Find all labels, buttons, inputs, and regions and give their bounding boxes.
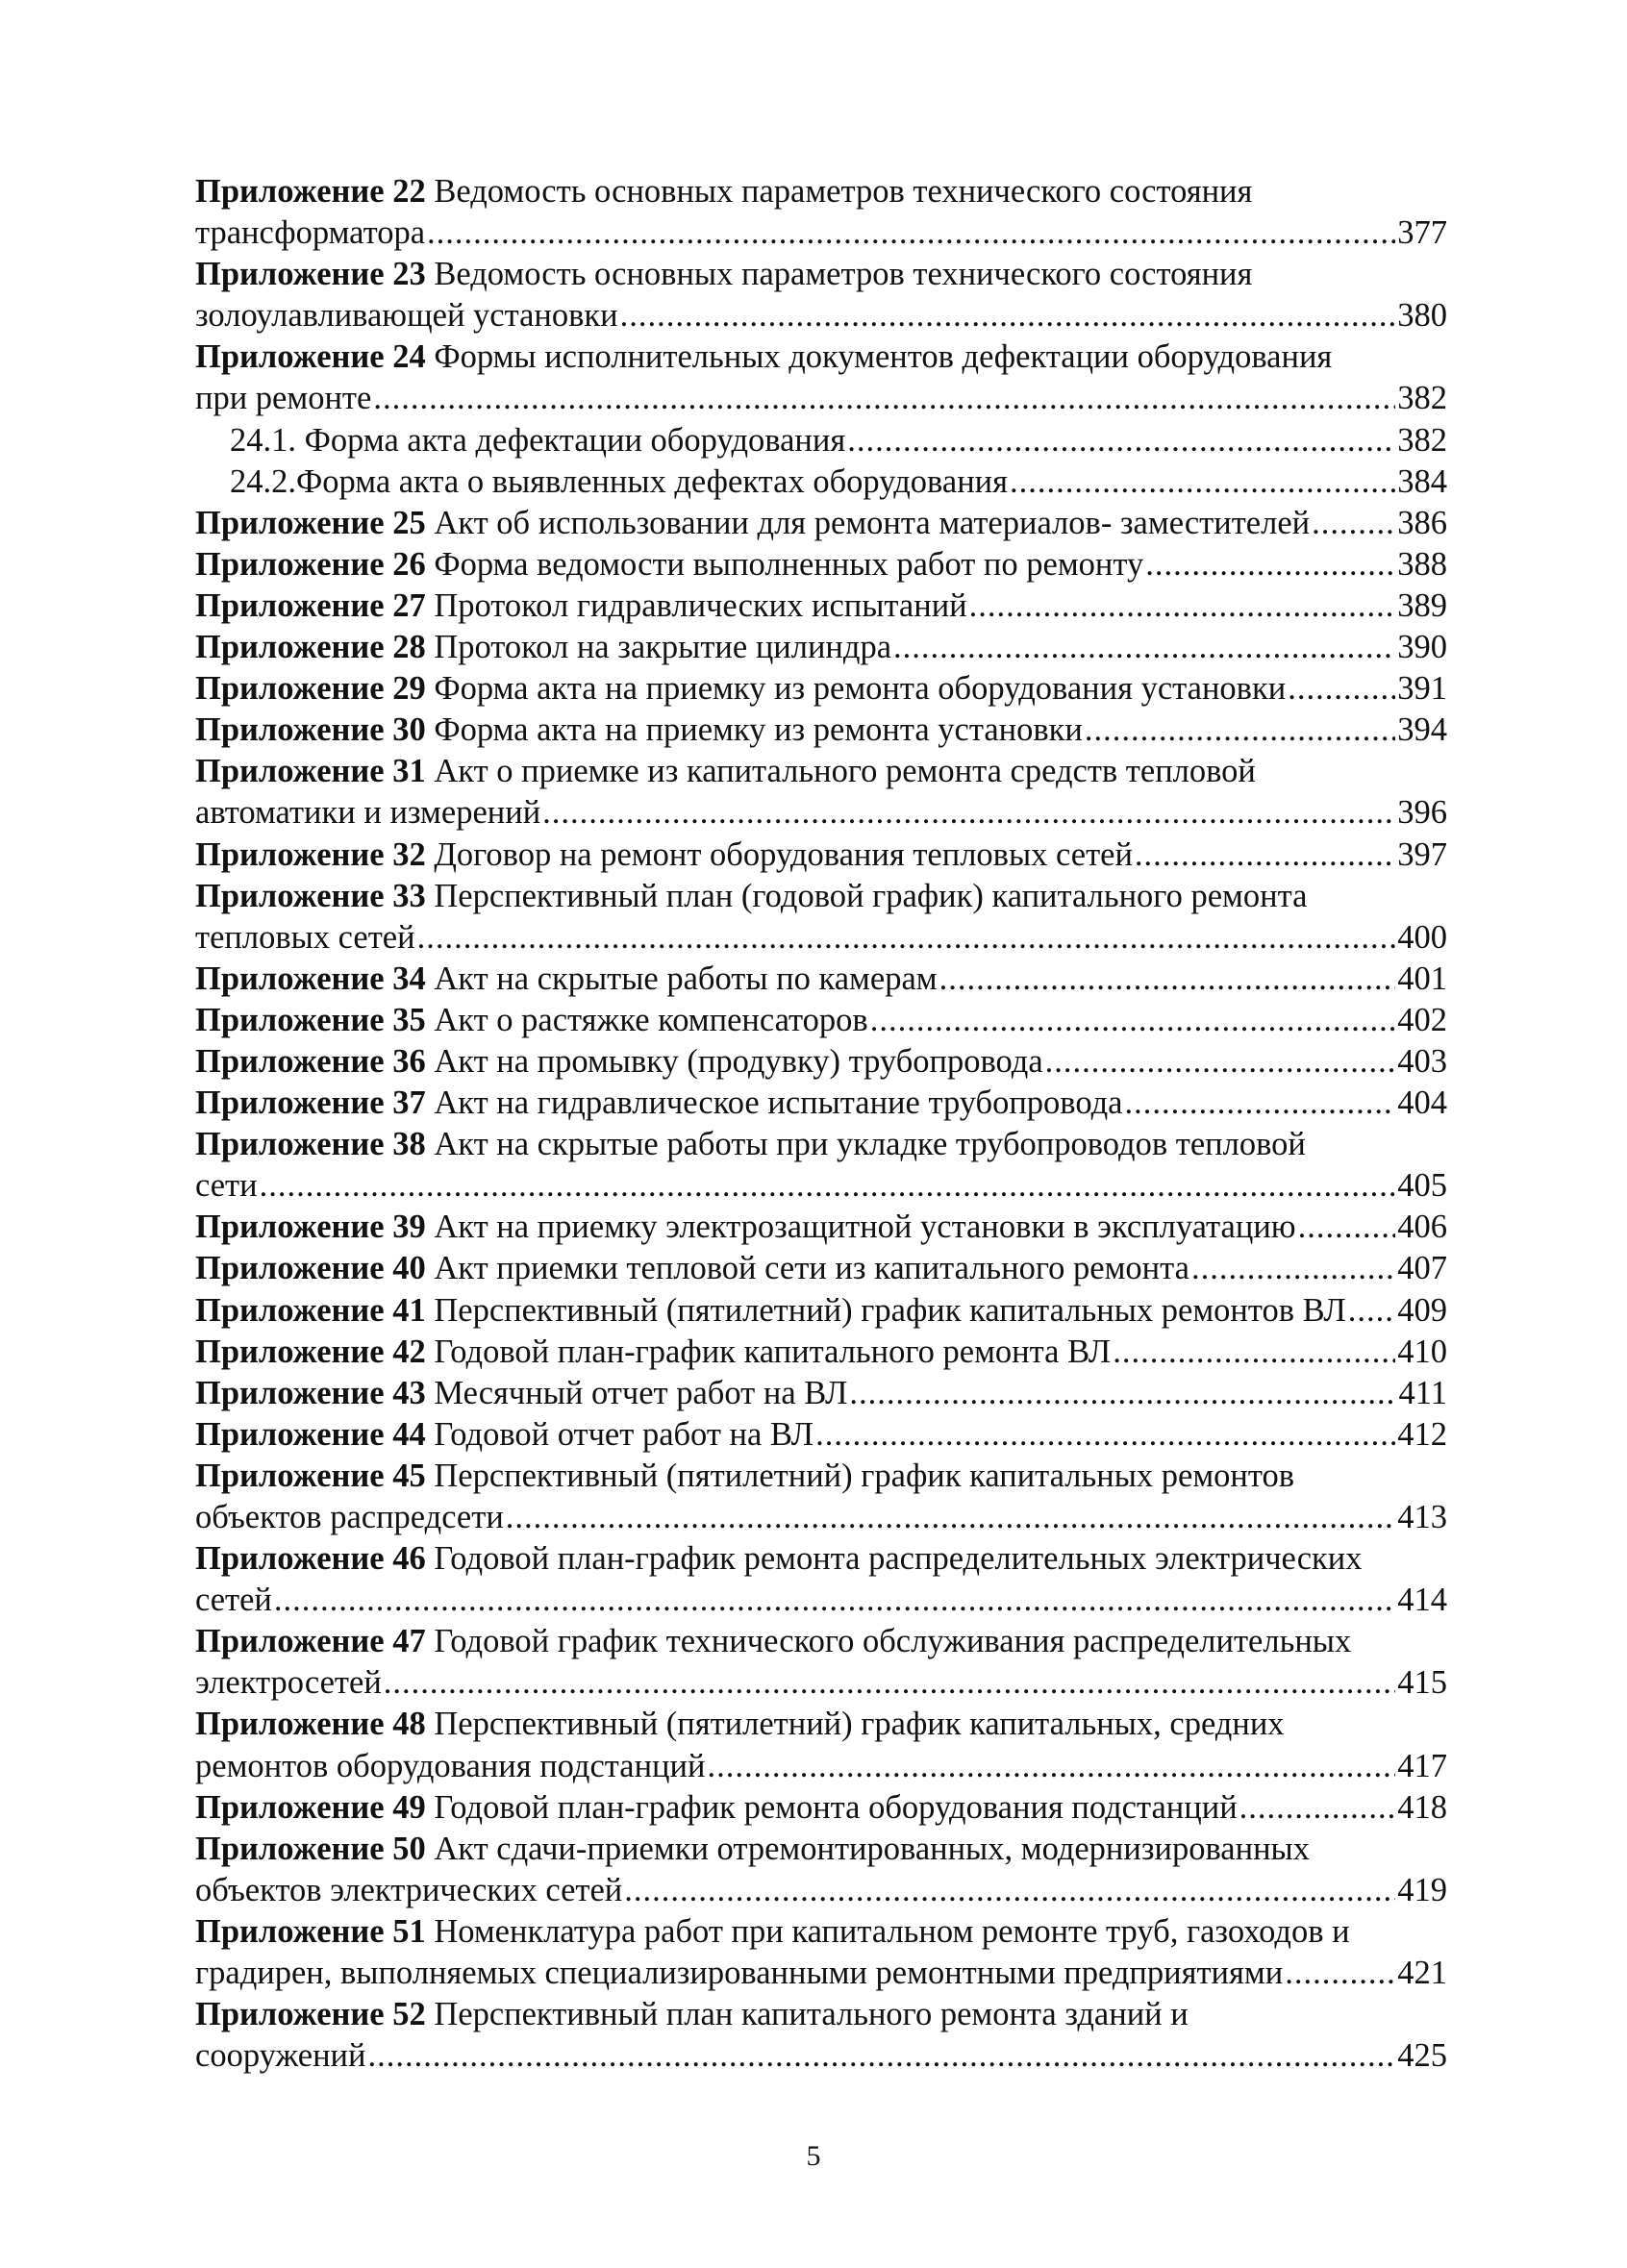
toc-entry[interactable] — [195, 627, 1447, 668]
appendix-label: Приложение 35 — [195, 1001, 426, 1038]
toc-entry[interactable] — [195, 1041, 1447, 1083]
appendix-label: Приложение 38 — [195, 1126, 426, 1163]
toc-entry-text-wrap — [195, 792, 540, 834]
toc-entry-first-line — [195, 1332, 1447, 1373]
appendix-label: Приложение 50 — [195, 1830, 426, 1867]
toc-entry-text-wrap — [195, 753, 1256, 789]
toc-entry-first-line — [195, 420, 1447, 461]
appendix-label: Приложение 31 — [195, 753, 426, 790]
toc-page-number: 389 — [1397, 586, 1447, 624]
toc-entry[interactable] — [195, 710, 1447, 751]
toc-entry-title: Перспективный план капитального ремонта зданий и — [434, 1996, 1189, 2033]
toc-entry-first-line — [195, 461, 1447, 503]
toc-entry-text-wrap — [195, 1083, 1123, 1124]
toc-entry-title: Ведомость основных параметров технического состояния — [434, 173, 1253, 210]
toc-page-number: 390 — [1397, 629, 1447, 666]
toc-page-number: 394 — [1397, 711, 1447, 749]
toc-page-number: 397 — [1397, 835, 1447, 873]
toc-entry-text-wrap — [195, 1414, 814, 1456]
toc-page-number: 386 — [1397, 504, 1447, 541]
appendix-label: Приложение 48 — [195, 1706, 426, 1743]
appendix-label: Приложение 46 — [195, 1540, 426, 1578]
toc-entry-text-wrap — [195, 710, 1083, 751]
toc-page-number: 425 — [1397, 2037, 1447, 2075]
toc-page-number: 412 — [1397, 1415, 1447, 1453]
toc-entry-title: Протокол на закрытие цилиндра — [434, 629, 892, 666]
dot-leader — [1135, 835, 1395, 876]
toc-entry-first-line — [195, 1538, 1447, 1580]
toc-entry-first-line — [195, 1414, 1447, 1456]
toc-entry-title: Акт об использовании для ремонта материалов- заместителей — [434, 504, 1311, 541]
toc-entry-first-line — [195, 171, 1447, 212]
toc-page-number: 407 — [1397, 1250, 1447, 1287]
toc-entry[interactable] — [195, 1621, 1447, 1704]
appendix-label: Приложение 51 — [195, 1912, 426, 1950]
toc-entry-text-wrap — [195, 1373, 847, 1414]
toc-entry-text-wrap — [195, 295, 618, 336]
toc-entry-first-line — [195, 876, 1447, 917]
toc-entry-text-wrap — [195, 1706, 1285, 1742]
toc-entry-title: Акт о приемке из капитального ремонта средств тепловой — [434, 753, 1256, 790]
toc-entry[interactable] — [195, 544, 1447, 586]
toc-entry[interactable] — [195, 1538, 1447, 1621]
toc-entry-title: Форма акта на приемку из ремонта оборудования установки — [434, 670, 1287, 708]
toc-entry[interactable] — [195, 420, 1447, 461]
toc-entry-first-line — [195, 544, 1447, 586]
dot-leader — [1298, 1207, 1396, 1248]
dot-leader — [1085, 710, 1395, 751]
dot-leader — [870, 1000, 1396, 1041]
appendix-label: Приложение 52 — [195, 1996, 426, 2033]
appendix-label: Приложение 43 — [195, 1374, 426, 1411]
toc-entry-first-line — [195, 1829, 1447, 1870]
toc-entry-text-wrap — [195, 586, 967, 627]
toc-entry-title: Акт о растяжке компенсаторов — [434, 1001, 868, 1038]
toc-entry-title: тепловых сетей — [195, 918, 415, 956]
toc-entry-title: Акт на скрытые работы по камерам — [434, 960, 938, 997]
toc-page-number: 417 — [1397, 1747, 1447, 1784]
toc-entry[interactable] — [195, 1373, 1447, 1414]
toc-entry-title: объектов электрических сетей — [195, 1871, 623, 1908]
toc-entry[interactable] — [195, 835, 1447, 876]
dot-leader — [624, 1870, 1395, 1911]
toc-entry-title: Договор на ремонт оборудования тепловых сетей — [434, 835, 1133, 873]
toc-entry[interactable] — [195, 1207, 1447, 1248]
toc-entry-title: сетей — [195, 1582, 272, 1619]
toc-entry-title: Формы исполнительных документов дефектации оборудования — [434, 338, 1333, 376]
toc-page-number: 409 — [1397, 1291, 1447, 1329]
toc-entry-title: Акт на гидравлическое испытание трубопровода — [434, 1084, 1123, 1122]
toc-entry-title: Акт на приемку электрозащитной установки в эксплуатацию — [434, 1209, 1296, 1246]
appendix-label: Приложение 22 — [195, 173, 426, 210]
toc-page-number: 391 — [1397, 670, 1447, 708]
toc-entry-title: 24.1. Форма акта дефектации оборудования — [230, 421, 846, 459]
page-number: 5 — [806, 2140, 821, 2172]
toc-page-number: 419 — [1397, 1871, 1447, 1908]
toc-entry-title: градирен, выполняемых специализированными ремонтными предприятиями — [195, 1955, 1284, 1992]
toc-entry-first-line — [195, 1000, 1447, 1041]
toc-entry[interactable] — [195, 751, 1447, 834]
dot-leader — [1348, 1290, 1395, 1332]
toc-page-number: 403 — [1397, 1042, 1447, 1080]
toc-entry-first-line — [195, 1290, 1447, 1332]
appendix-label: Приложение 41 — [195, 1291, 426, 1329]
toc-entry-first-line — [195, 503, 1447, 544]
toc-page-number: 388 — [1397, 545, 1447, 583]
toc-entry-title: Форма акта на приемку из ремонта установки — [434, 711, 1083, 749]
toc-entry[interactable] — [195, 503, 1447, 544]
dot-leader — [1010, 461, 1395, 503]
appendix-label: Приложение 23 — [195, 256, 426, 293]
dot-leader — [849, 1373, 1396, 1414]
toc-entry-title: Акт на промывку (продувку) трубопровода — [434, 1042, 1043, 1080]
toc-entry-first-line — [195, 751, 1447, 792]
appendix-label: Приложение 30 — [195, 711, 426, 749]
toc-entry-first-line — [195, 668, 1447, 710]
appendix-label: Приложение 49 — [195, 1788, 426, 1826]
dot-leader — [384, 1662, 1395, 1704]
toc-entry-title: Перспективный план (годовой график) капитального ремонта — [434, 877, 1308, 914]
toc-entry-title: Протокол гидравлических испытаний — [434, 586, 967, 624]
toc-page-number: 380 — [1397, 297, 1447, 335]
toc-entry-text-wrap — [195, 338, 1332, 375]
toc-entry-text-wrap — [195, 1662, 382, 1704]
toc-entry[interactable] — [195, 1290, 1447, 1332]
dot-leader — [939, 959, 1396, 1000]
toc-entry-continuation-line — [195, 1746, 1447, 1787]
toc-entry[interactable] — [195, 1000, 1447, 1041]
toc-page-number: 404 — [1397, 1084, 1447, 1122]
toc-page-number: 377 — [1397, 214, 1447, 252]
toc-entry[interactable] — [195, 1332, 1447, 1373]
appendix-label: Приложение 24 — [195, 338, 426, 376]
appendix-label: Приложение 34 — [195, 960, 426, 997]
toc-entry-text-wrap — [195, 2035, 366, 2077]
toc-page-number: 382 — [1397, 380, 1447, 417]
toc-entry[interactable] — [195, 1911, 1447, 1994]
toc-page-number: 421 — [1397, 1955, 1447, 1992]
toc-entry-first-line — [195, 710, 1447, 751]
toc-entry-first-line — [195, 1994, 1447, 2035]
toc-entry-first-line — [195, 1124, 1447, 1165]
toc-page-number: 401 — [1397, 960, 1447, 997]
toc-entry-first-line — [195, 1083, 1447, 1124]
toc-entry-continuation-line — [195, 792, 1447, 834]
toc-entry-title: Номенклатура работ при капитальном ремонте труб, газоходов и — [434, 1912, 1350, 1950]
toc-entry-title: Годовой план-график ремонта распределительных электрических — [434, 1540, 1363, 1578]
toc-entry-text-wrap — [195, 173, 1252, 210]
toc-entry-title: Годовой график технического обслуживания распределительных — [434, 1623, 1352, 1660]
dot-leader — [1285, 1953, 1395, 1994]
toc-entry-text-wrap — [195, 627, 891, 668]
toc-entry-continuation-line — [195, 1497, 1447, 1538]
dot-leader — [542, 792, 1395, 834]
toc-entry-continuation-line — [195, 1165, 1447, 1207]
dot-leader — [893, 627, 1395, 668]
toc-entry-continuation-line — [195, 1953, 1447, 1994]
toc-entry-title: Годовой план-график ремонта оборудования подстанций — [434, 1788, 1238, 1826]
toc-entry-text-wrap — [195, 256, 1252, 292]
toc-page-number: 405 — [1397, 1167, 1447, 1205]
toc-entry-title: при ремонте — [195, 380, 372, 417]
toc-entry[interactable] — [195, 1456, 1447, 1538]
toc-entry[interactable] — [195, 254, 1447, 336]
toc-entry-continuation-line — [195, 378, 1447, 419]
toc-entry-first-line — [195, 1621, 1447, 1662]
toc-entry-title: объектов распредсети — [195, 1499, 504, 1535]
toc-entry-title: сети — [195, 1167, 258, 1205]
dot-leader — [368, 2035, 1396, 2077]
dot-leader — [1113, 1332, 1395, 1373]
dot-leader — [1125, 1083, 1396, 1124]
toc-entry-text-wrap — [195, 1831, 1310, 1867]
toc-entry[interactable] — [195, 1994, 1447, 2077]
toc-entry-text-wrap — [195, 1623, 1351, 1659]
dot-leader — [1191, 1248, 1395, 1289]
toc-entry-text-wrap — [230, 420, 845, 461]
toc-entry-continuation-line — [195, 1580, 1447, 1621]
appendix-label: Приложение 44 — [195, 1415, 426, 1453]
toc-entry[interactable] — [195, 1083, 1447, 1124]
toc-page-number: 410 — [1397, 1333, 1447, 1370]
toc-entry[interactable] — [195, 668, 1447, 710]
appendix-label: Приложение 45 — [195, 1457, 426, 1494]
table-of-contents — [195, 171, 1447, 2077]
toc-page-number: 382 — [1397, 421, 1447, 459]
toc-entry-first-line — [195, 1704, 1447, 1745]
toc-entry-title: сооружений — [195, 2037, 366, 2075]
toc-entry-first-line — [195, 586, 1447, 627]
toc-entry-first-line — [195, 1248, 1447, 1289]
toc-entry-title: автоматики и измерений — [195, 794, 541, 832]
dot-leader — [427, 212, 1395, 254]
toc-entry-title: Акт сдачи-приемки отремонтированных, модернизированных — [434, 1830, 1310, 1867]
toc-entry-title: Акт приемки тепловой сети из капитального ремонта — [434, 1250, 1189, 1287]
dot-leader — [1288, 668, 1395, 710]
toc-entry-title: 24.2.Форма акта о выявленных дефектах оборудования — [230, 462, 1008, 500]
toc-entry-text-wrap — [195, 917, 415, 959]
toc-entry-text-wrap — [195, 1540, 1363, 1577]
toc-entry-text-wrap — [195, 1290, 1346, 1332]
appendix-label: Приложение 37 — [195, 1084, 426, 1122]
toc-entry-first-line — [195, 1787, 1447, 1829]
toc-entry-title: Ведомость основных параметров технического состояния — [434, 256, 1253, 293]
toc-entry-first-line — [195, 1041, 1447, 1083]
toc-entry-title: Перспективный (пятилетний) график капитальных, средних — [434, 1706, 1285, 1743]
toc-entry-text-wrap — [195, 212, 425, 254]
toc-page-number: 413 — [1397, 1499, 1447, 1535]
toc-entry-text-wrap — [195, 1870, 622, 1911]
toc-entry-title: золоулавливающей установки — [195, 297, 618, 335]
toc-entry-first-line — [195, 336, 1447, 378]
toc-entry-first-line — [195, 959, 1447, 1000]
toc-entry-continuation-line — [195, 1870, 1447, 1911]
toc-entry-title: электросетей — [195, 1664, 382, 1702]
toc-entry[interactable] — [195, 336, 1447, 419]
dot-leader — [707, 1746, 1395, 1787]
toc-entry[interactable] — [195, 1787, 1447, 1829]
toc-entry-continuation-line — [195, 295, 1447, 336]
toc-entry-title: трансформатора — [195, 214, 426, 252]
toc-entry-first-line — [195, 835, 1447, 876]
toc-entry-text-wrap — [195, 378, 371, 419]
toc-entry-continuation-line — [195, 1662, 1447, 1704]
toc-entry-title: Перспективный (пятилетний) график капитальных ремонтов — [434, 1457, 1295, 1494]
dot-leader — [969, 586, 1396, 627]
dot-leader — [417, 917, 1396, 959]
toc-entry[interactable] — [195, 1829, 1447, 1911]
toc-page-number: 384 — [1397, 462, 1447, 500]
appendix-label: Приложение 47 — [195, 1623, 426, 1660]
appendix-label: Приложение 32 — [195, 835, 426, 873]
toc-entry-continuation-line — [195, 917, 1447, 959]
toc-entry[interactable] — [195, 1704, 1447, 1786]
toc-entry-text-wrap — [195, 1248, 1189, 1289]
toc-entry-text-wrap — [195, 1913, 1350, 1950]
toc-entry-title: Месячный отчет работ на ВЛ — [434, 1374, 848, 1411]
toc-page-number: 402 — [1397, 1001, 1447, 1038]
toc-page-number: 415 — [1397, 1664, 1447, 1702]
toc-entry-title: Годовой план-график капитального ремонта ВЛ — [434, 1333, 1112, 1370]
toc-entry-text-wrap — [195, 1787, 1238, 1829]
appendix-label: Приложение 40 — [195, 1250, 426, 1287]
toc-entry-text-wrap — [195, 1953, 1283, 1994]
dot-leader — [847, 420, 1395, 461]
appendix-label: Приложение 36 — [195, 1042, 426, 1080]
toc-entry-text-wrap — [195, 1580, 272, 1621]
toc-entry-first-line — [195, 254, 1447, 295]
dot-leader — [373, 378, 1395, 419]
toc-entry-text-wrap — [195, 1126, 1306, 1162]
toc-entry-title: Форма ведомости выполненных работ по ремонту — [434, 545, 1144, 583]
toc-entry-text-wrap — [195, 503, 1310, 544]
appendix-label: Приложение 25 — [195, 504, 426, 541]
dot-leader — [1145, 544, 1395, 586]
toc-entry[interactable] — [195, 1124, 1447, 1207]
toc-page-number: 396 — [1397, 794, 1447, 832]
toc-entry[interactable] — [195, 171, 1447, 254]
dot-leader — [506, 1497, 1395, 1538]
toc-entry-text-wrap — [230, 461, 1008, 503]
toc-entry[interactable] — [195, 461, 1447, 503]
dot-leader — [620, 295, 1396, 336]
toc-entry-text-wrap — [195, 1996, 1189, 2032]
toc-entry-text-wrap — [195, 1207, 1296, 1248]
toc-entry[interactable] — [195, 1248, 1447, 1289]
dot-leader — [815, 1414, 1395, 1456]
appendix-label: Приложение 28 — [195, 629, 426, 666]
toc-entry-text-wrap — [195, 1746, 705, 1787]
toc-entry-first-line — [195, 1456, 1447, 1497]
toc-entry-text-wrap — [195, 1497, 504, 1538]
toc-entry-text-wrap — [195, 1458, 1294, 1494]
toc-entry[interactable] — [195, 586, 1447, 627]
toc-entry-text-wrap — [195, 878, 1307, 914]
appendix-label: Приложение 26 — [195, 545, 426, 583]
appendix-label: Приложение 33 — [195, 877, 426, 914]
toc-entry-text-wrap — [195, 668, 1286, 710]
appendix-label: Приложение 42 — [195, 1333, 426, 1370]
toc-page-number: 411 — [1398, 1374, 1447, 1411]
toc-entry-first-line — [195, 1207, 1447, 1248]
dot-leader — [260, 1165, 1396, 1207]
dot-leader — [1312, 503, 1395, 544]
toc-entry-first-line — [195, 1373, 1447, 1414]
appendix-label: Приложение 29 — [195, 670, 426, 708]
appendix-label: Приложение 39 — [195, 1209, 426, 1246]
toc-page-number: 418 — [1397, 1788, 1447, 1826]
toc-entry-text-wrap — [195, 835, 1133, 876]
toc-entry-title: Перспективный (пятилетний) график капитальных ремонтов ВЛ — [434, 1291, 1346, 1329]
toc-entry-text-wrap — [195, 1165, 258, 1207]
toc-entry-title: ремонтов оборудования подстанций — [195, 1747, 706, 1784]
toc-entry-text-wrap — [195, 1041, 1043, 1083]
dot-leader — [1045, 1041, 1396, 1083]
toc-entry[interactable] — [195, 876, 1447, 959]
toc-entry-first-line — [195, 627, 1447, 668]
toc-entry-continuation-line — [195, 2035, 1447, 2077]
toc-entry-title: Годовой отчет работ на ВЛ — [434, 1415, 814, 1453]
toc-entry-text-wrap — [195, 544, 1143, 586]
toc-entry-text-wrap — [195, 1000, 868, 1041]
toc-page-number: 414 — [1397, 1582, 1447, 1619]
toc-entry-title: Акт на скрытые работы при укладке трубопроводов тепловой — [434, 1126, 1306, 1163]
appendix-label: Приложение 27 — [195, 586, 426, 624]
toc-page-number: 400 — [1397, 918, 1447, 956]
toc-entry-continuation-line — [195, 212, 1447, 254]
toc-entry[interactable] — [195, 959, 1447, 1000]
toc-entry-first-line — [195, 1911, 1447, 1953]
dot-leader — [1239, 1787, 1396, 1829]
toc-entry-text-wrap — [195, 1332, 1111, 1373]
toc-page-number: 406 — [1397, 1209, 1447, 1246]
toc-entry[interactable] — [195, 1414, 1447, 1456]
dot-leader — [274, 1580, 1395, 1621]
toc-entry-text-wrap — [195, 959, 938, 1000]
